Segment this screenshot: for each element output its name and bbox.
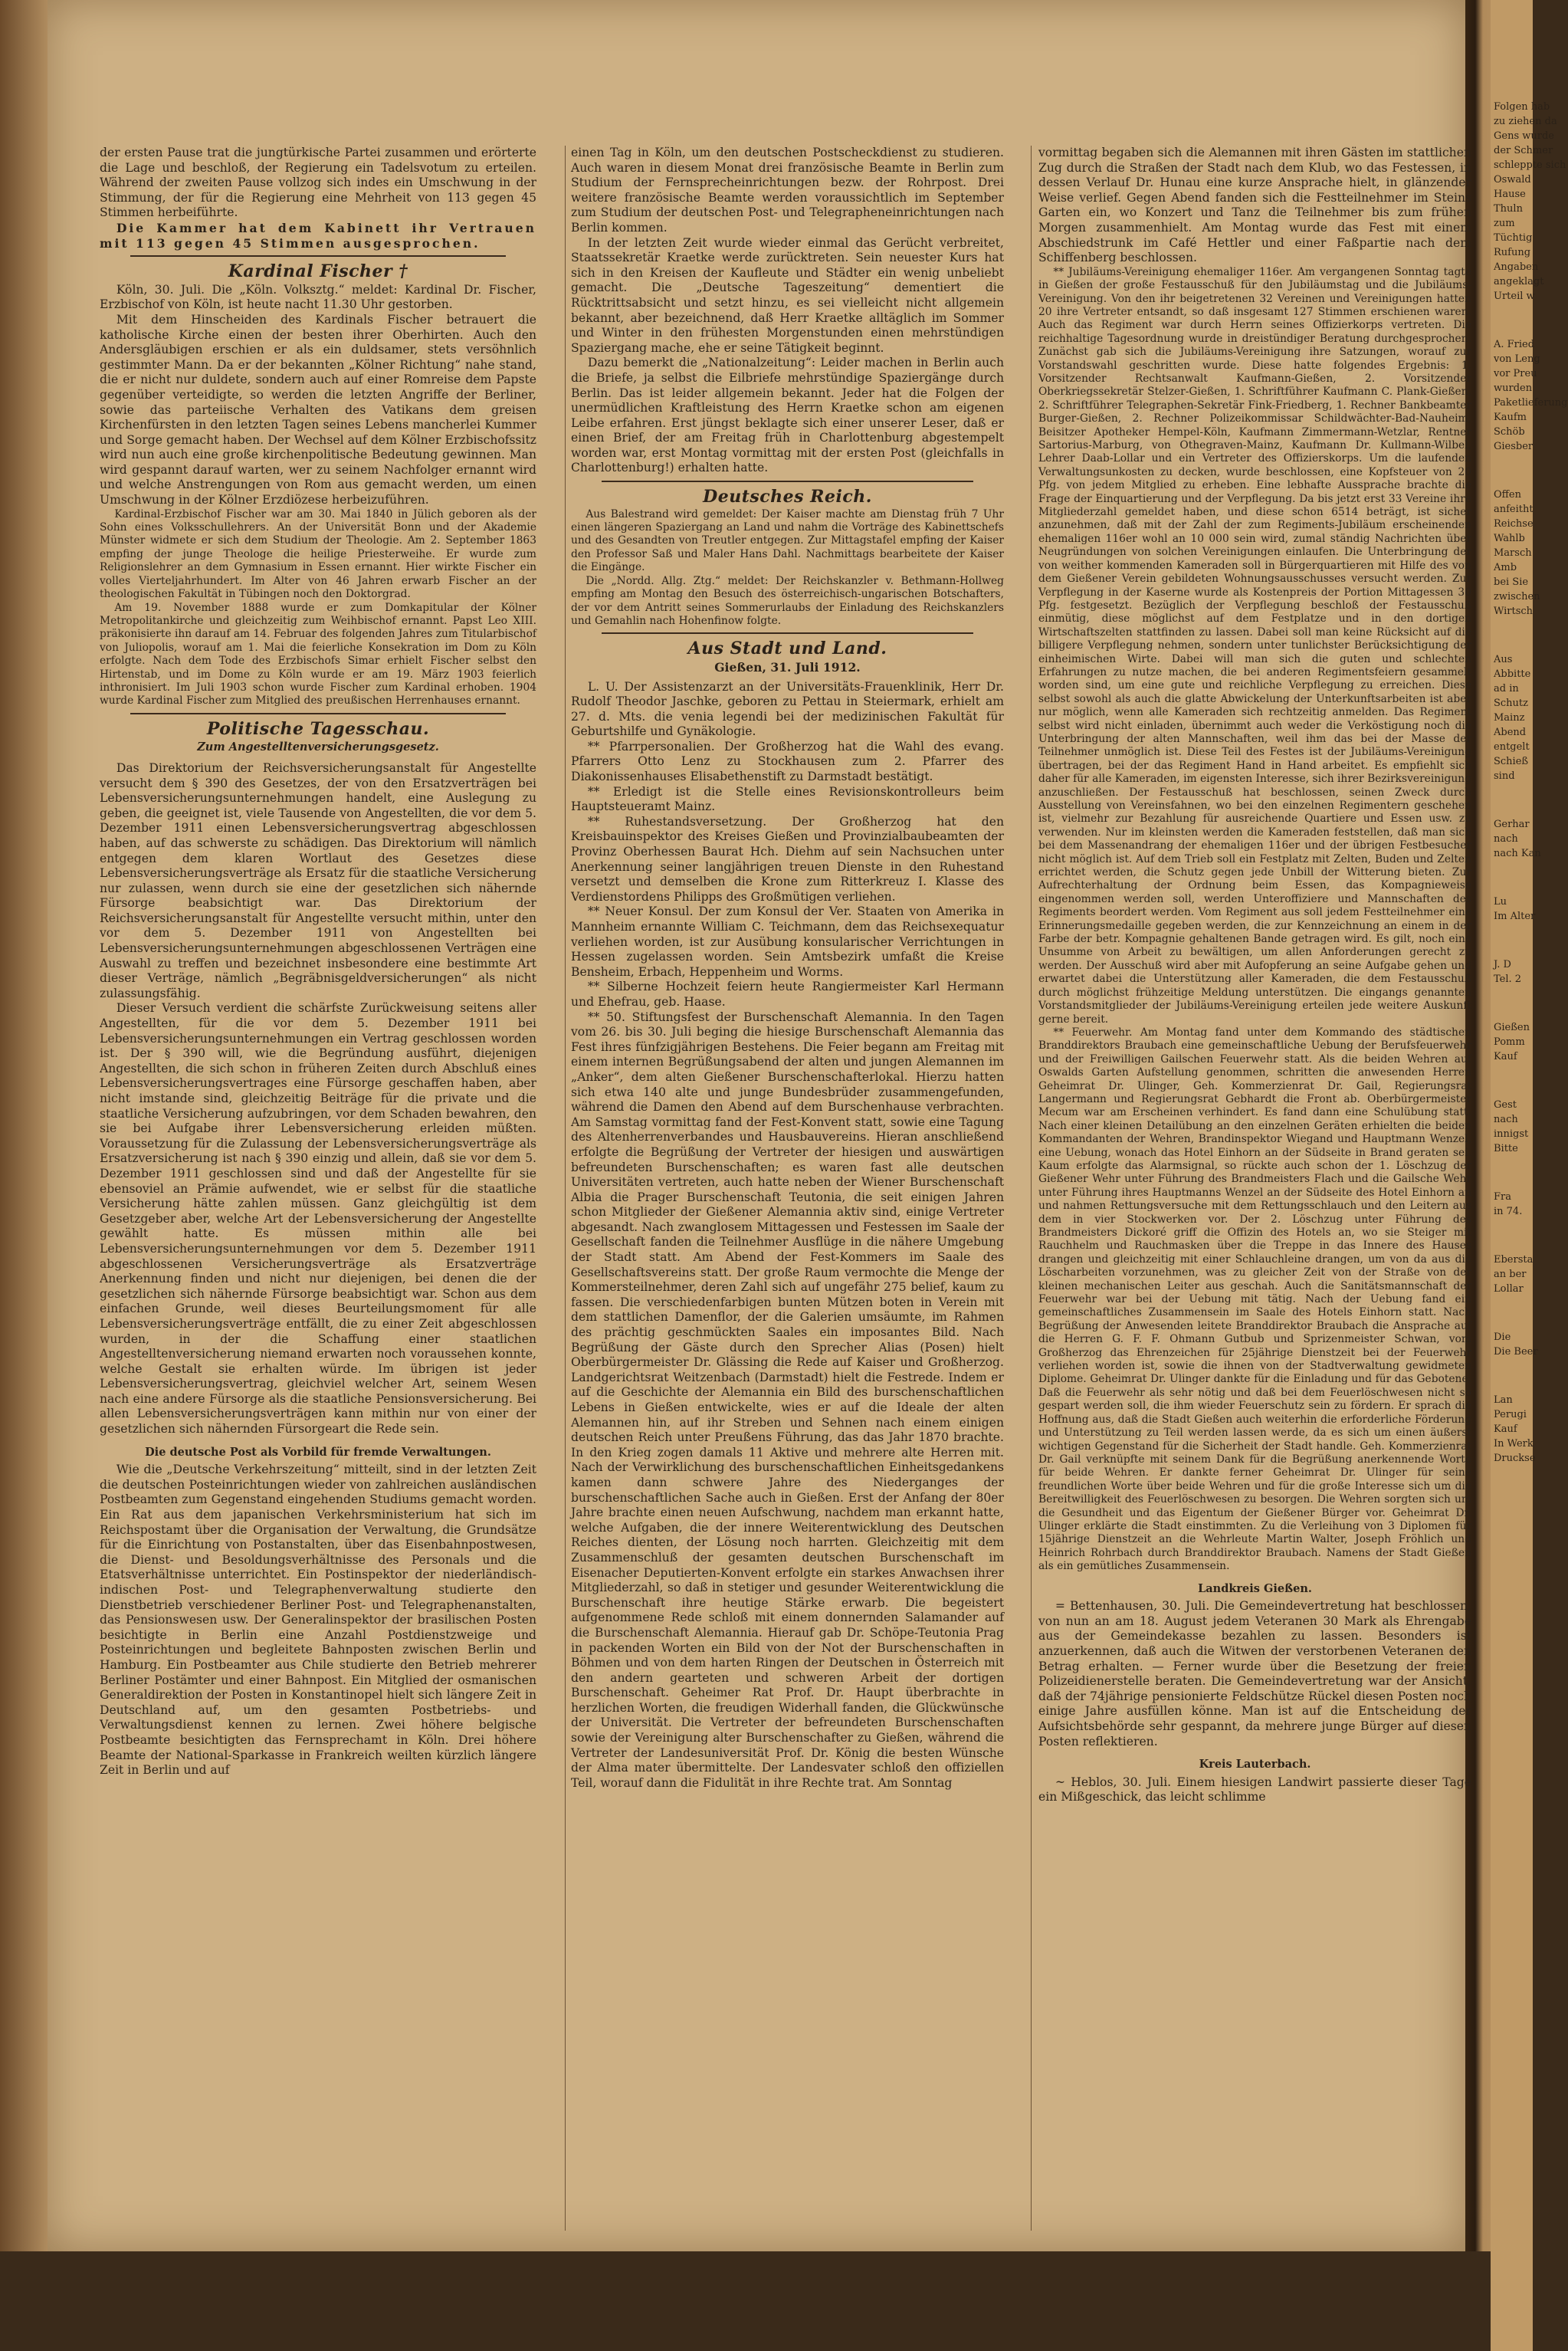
edge-text-fragment: Mainz [1494, 712, 1525, 724]
section-heading-landkreis: Landkreis Gießen. [1198, 1581, 1312, 1595]
edge-spacer [1491, 783, 1533, 817]
edge-spacer [1491, 987, 1533, 1020]
edge-spacer [1491, 1064, 1533, 1098]
section-heading-kreis: Kreis Lauterbach. [1199, 1758, 1311, 1771]
edge-text-fragment: Schöb [1494, 426, 1525, 438]
article-divider [130, 255, 506, 257]
edge-text-fragment: Wahlb [1494, 533, 1525, 544]
edge-spacer [1491, 619, 1533, 652]
column-3 [1038, 146, 1471, 2231]
edge-text-fragment: Tüchtig [1494, 232, 1533, 244]
edge-text-fragment: Gerhar [1494, 819, 1530, 830]
edge-text-fragment: angeklagt [1494, 276, 1544, 287]
article-divider [602, 632, 973, 634]
article-paragraph: Kardinal-Erzbischof Fischer war am 30. Mai 1840 in Jülich geboren als der Sohn eines Volksschullehrers. An der Universität Bonn und der Akademie Münster widmete er sich dem Studium der Theologie. Am 2. September 1863 empfing der junge Theologe die heilige Priesterweihe. Er wurde zum Religionslehrer an dem Gymnasium in Essen ernannt. Hier wirkte Fischer ein volles Vierteljahrhundert. Im Alter von 46 Jahren erwarb Fischer an der theologischen Fakultät in Tübingen noch den Doktorgrad. [100, 507, 536, 601]
article-paragraph: ** Pfarrpersonalien. Der Großherzog hat die Wahl des evang. Pfarrers Otto Lenz zu Stockhausen zum 2. Pfarrer des Diakonissenhauses Elisabethenstift zu Darmstadt bestätigt. [571, 739, 1004, 784]
article-paragraph: Dieser Versuch verdient die schärfste Zurückweisung seitens aller Angestellten, für die vor dem 5. Dezember 1911 bei Lebensversicherungsunternehmungen ein Vertrag geschlossen worden ist. Der § 390 will, wie die Begründung ausführt, diejenigen Angestellten, die sich schon in früheren Zeiten durch Abschluß eines Lebensversicherungsvertrages eine Fürsorge geschaffen haben, aber nicht imstande sind, gleichzeitig Beiträge für die private und die staatliche Versicherung aufzubringen, vor dem Schaden bewahren, den sie bei Aufgabe ihrer Lebensversicherung erleiden müßten. Voraussetzung für die Zulassung der Lebensversicherungsverträge als Ersatzversicherung ist nach § 390 einzig und allein, daß sie vor dem 5. Dezember 1911 geschlossen sind und daß der Angestellte für sie ebensoviel an Prämie aufwendet, wie er selbst für die staatliche Versicherung hätte zahlen müssen. Ganz gleichgültig ist dem Gesetzgeber aber, welche Art der Lebensversicherung der Angestellte gewählt hatte. Es müssen mithin alle bei Lebensversicherungsunternehmungen vor dem 5. Dezember 1911 abgeschlossenen Versicherungsverträge als Ersatzverträge Anerkennung finden und nicht nur diejenigen, bei denen die der gesetzlichen sich nähernde Fürsorge beabsichtigt war. Schon aus dem einfachen Grunde, weil dieses Beurteilungsmoment für alle Lebensversicherungsverträge entfällt, die zu einer Zeit abgeschlossen wurden, in der die Schaffung einer staatlichen Angestelltenversicherung niemand erwarten noch voraussehen konnte, welche Gestalt sie erhalten würde. Im übrigen ist jeder Lebensversicherungsvertrag, gleichviel welcher Art, seinem Wesen nach eine andere Fürsorge als die staatliche Pensionsversicherung. Bei allen Lebensversicherungsverträgen kann mithin nur von einer der gesetzlichen sich nähernden Fürsorgeart die Rede sein. [100, 1001, 536, 1437]
edge-text-fragment: wurden [1494, 383, 1533, 394]
article-paragraph: Die Kammer hat dem Kabinett ihr Vertrauen mit 113 gegen 45 Stimmen ausgesprochen. [100, 220, 536, 251]
edge-text-fragment: Kaufm [1494, 412, 1527, 423]
edge-text-fragment: bei Sie [1494, 576, 1529, 588]
edge-text-fragment: Schieß [1494, 756, 1529, 767]
article-divider [130, 713, 506, 714]
edge-text-fragment: Marsch [1494, 547, 1532, 559]
subheadline: Zum Angestelltenversicherungsgesetz. [197, 740, 439, 754]
adjacent-page-edge [1491, 0, 1568, 2351]
edge-text-fragment: Oswald [1494, 174, 1531, 186]
article-continuation: vormittag begaben sich die Alemannen mit ihren Gästen im stattlichen Zug durch die Straßen der Stadt nach dem Klub, wo das Festessen, in dessen Verlauf Dr. Hunau eine kurze Ansprache hielt, in glänzender Weise verlief. Gegen Abend fanden sich die Festteilnehmer im Steins Garten ein, wo Konzert und Tanz die Teilnehmer bis zum frühen Morgen zusammenhielt. Am Montag wurde das Fest mit einem Abschiedstrunk im Café Hettler und einer Faßpartie nach dem Schiffenberg beschlossen. [1038, 146, 1471, 265]
edge-text-fragment: Thuln [1494, 203, 1523, 215]
edge-text-fragment: nach [1494, 1114, 1518, 1125]
edge-text-fragment: Tel. 2 [1494, 974, 1522, 985]
article-paragraph: ** Erledigt ist die Stelle eines Revisionskontrolleurs beim Hauptsteueramt Mainz. [571, 784, 1004, 814]
edge-spacer [1491, 304, 1533, 337]
edge-text-fragment: Pomm [1494, 1036, 1525, 1048]
edge-text-fragment: Wirtsch [1494, 606, 1534, 617]
edge-text-fragment: in 74. [1494, 1206, 1523, 1217]
edge-text-fragment: Lollar [1494, 1283, 1524, 1295]
edge-text-fragment: schleppte sich [1494, 159, 1566, 171]
edge-text-fragment: Reichse [1494, 518, 1534, 530]
edge-text-fragment: Gest [1494, 1099, 1517, 1111]
edge-text-fragment: Die Beer [1494, 1346, 1538, 1358]
edge-text-fragment: vor Preu [1494, 368, 1537, 379]
edge-text-fragment: zwischen [1494, 591, 1540, 603]
article-paragraph: Dazu bemerkt die „Nationalzeitung“: Leider machen in Berlin auch die Briefe, ja selbst die Eilbriefe mehrstündige Spaziergänge durch Berlin. Das ist leider allgemein bekannt. Jeder hat die Folgen der unermüdlichen Kraftleistung des Herrn Kraetke schon am eigenen Leibe erfahren. Erst jüngst beklagte sich einer unserer Leser, daß er einen Brief, der am Freitag früh in Charlottenburg abgestempelt worden war, erst Montag vormittag mit der ersten Post (gleichfalls in Charlottenburg!) erhalten hatte. [571, 356, 1004, 475]
edge-text-fragment: zu ziehen da [1494, 116, 1557, 127]
article-paragraph: ** Jubiläums-Vereinigung ehemaliger 116er. Am vergangenen Sonntag tagte in Gießen der große Festausschuß für den Jubiläumstag und die Jubiläums-Vereinigung. Von den ihr beigetretenen 32 Vereinen und Vereinigungen hatten 20 ihre Vertreter entsandt, so daß insgesamt 127 Stimmen erschienen waren. Auch das Regiment war durch Herrn seines Offizierkorps vertreten. Die reichhaltige Tagesordnung wurde in dreistündiger Beratung durchgesprochen. Zunächst gab sich die Jubiläums-Vereinigung ihre Satzungen, worauf zur Vorstandswahl geschritten wurde. Diese hatte folgendes Ergebnis: 1. Vorsitzender Rechtsanwalt Kaufmann-Gießen, 2. Vorsitzender Oberkriegssekretär Stelzer-Gießen, 1. Schriftführer Kaufmann C. Plank-Gießen, 2. Schriftführer Telegraphen-Sekretär Fink-Friedberg, 1. Rechner Bankbeamter Burger-Gießen, 2. Rechner Polizeikommissar Schildwächter-Bad-Nauheim, Beisitzer Apotheker Hempel-Köln, Kaufmann Zimmermann-Wetzlar, Rentner Sartorius-Marburg, von Othegraven-Mainz, Kaufmann Dr. Kullmann-Wilbel, Lehrer Daab-Lollar und ein Vertreter des Offizierskorps. Um die laufenden Verwaltungsunkosten zu decken, wurde beschlossen, eine Kopfsteuer von 20 Pfg. von jedem Mitglied zu erheben. Eine lebhafte Aussprache brachte die Frage der Einquartierung und der Verpflegung. Da bis jetzt erst 33 Vereine ihre Mitgliederzahl gemeldet haben, und diese schon 6514 beträgt, ist sicher anzunehmen, daß mit der Zahl der zum Regiments-Jubiläum erscheinenden ehemaligen 116er wohl an 10 000 sein wird, zumal ständig Nachrichten über Neugründungen von solchen Vereinigungen einlaufen. Die Unterbringung der von weither kommenden Kameraden soll in Bürgerquartieren mit Hilfe des von dem Gießener Verein gebildeten Wohnungsausschusses versucht werden. Zur Verpflegung in der Kaserne wurde als Kostenpreis der Portion Mittagessen 30 Pfg. festgesetzt. Bezüglich der Verpflegung beschloß der Festausschuß einmütig, diese möglichst auf dem Festplatze und in den dortigen Wirtschaftszelten stattfinden zu lassen. Dabei soll man keine Rücksicht auf die billigere Verpflegung nehmen, sondern unter tunlichster Berücksichtigung der einheimischen Wirte. Dabei will man sich die guten und schlechten Erfahrungen zu nutze machen, die bei anderen Regimentsfeiern gesammelt worden sind, um eine gute und reichliche Verpflegung zu erreichen. Diese selbst sowohl als auch die glatte Abwickelung der Unterkunftsarbeiten ist aber nur möglich, wenn alle Kameraden sich rechtzeitig anmelden. Das Regiment selbst wird nicht einladen, übernimmt auch weder die Verköstigung noch die Unterbringung der alten Mannschaften, weil ihm das bei der Masse der Teilnehmer unmöglich ist. Diese Teil des Festes ist der Jubiläums-Vereinigung übertragen, bei der das Regiment Hand in Hand arbeitet. Es empfiehlt sich daher für alle Kameraden, im eigensten Interesse, sich ihrer Bezirksvereinigung anzuschließen. Der Festausschuß hat beschlossen, seinen Zweck durch Ausstellung von Vereinsfahnen, wo bei den einzelnen Regimentern geschehen ist, vielmehr zur Bezahlung für ausreichende Quartiere und Essen usw. zu verwenden. Nur im kleinsten werden die Kameraden feststellen, daß man sich bei dem Massenandrang der ehemaligen 116er und der übrigen Festbesucher nicht möglich ist. Auf dem Trieb soll ein Festplatz mit Zelten, Buden und Zelten errichtet werden, die Schutz gegen jede Unbill der Witterung bieten. Zur Aufrechterhaltung der Ordnung beim Essen, das Kompagnieweise eingenommen werden soll, werden Unteroffiziere und Mannschaften des Regiments beordert werden. Vom Regiment aus soll jedem Festteilnehmer eine Erinnerungsmedaille gegeben werden, die zur Kennzeichnung an einem in der Farbe der betr. Kompagnie gehaltenen Bande getragen wird. Es gilt, noch eine Unsumme von Arbeit zu bewältigen, um allen Anforderungen gerecht zu werden. Der Ausschuß wird aber mit Aufopferung an seine Aufgabe gehen und erwartet dabei die Unterstützung aller Kameraden, die dem Festausschuß durch möglichst frühzeitige Meldung unterstützen. Die eingangs genannten Vorstandsmitglieder der Jubiläums-Vereinigung erteilen jede weitere Auskunft gerne bereit. [1038, 265, 1471, 1026]
headline-deutsches-reich: Deutsches Reich. [703, 487, 872, 507]
article-paragraph: Köln, 30. Juli. Die „Köln. Volksztg.“ meldet: Kardinal Dr. Fischer, Erzbischof von Köln, ist heute nacht 11.30 Uhr gestorben. [100, 282, 536, 312]
article-continuation: einen Tag in Köln, um den deutschen Postscheckdienst zu studieren. Auch waren in diesem Monat drei französische Beamte in Berlin zum Studium der Fernsprecheinrichtungen bezw. der Rohrpost. Drei weitere französische Beamte werden voraussichtlich im September zum Studium der deutschen Post- und Telegrapheneinrichtungen nach Berlin kommen. [571, 146, 1004, 235]
edge-text-fragment: Bitte [1494, 1143, 1518, 1154]
article-paragraph: Mit dem Hinscheiden des Kardinals Fischer betrauert die katholische Kirche einen der besten ihrer Oberhirten. Auch den Andersgläubigen erschien er als ein duldsamer, stets versöhnlich gestimmter Mann. Da er der bekannten „Kölner Richtung“ nahe stand, die er nicht nur duldete, sondern auch auf einer Romreise dem Papste gegenüber verteidigte, so werden die letzten Angriffe der Berliner, sowie das parteiische Verhalten des Vatikans dem greisen Kirchenfürsten in den letzten Tagen seines Lebens mancherlei Kummer und Sorge gemacht haben. Der Wechsel auf dem Kölner Erzbischofssitz wird nun auch eine große kirchenpolitische Bedeutung gewinnen. Man wird gespannt darauf warten, wer zu seinem Nachfolger ernannt wird und welche Anstrengungen von Rom aus gemacht werden, um einen Umschwung in der Kölner Erzdiözese herbeizuführen. [100, 312, 536, 507]
edge-text-fragment: zum [1494, 218, 1515, 229]
article-paragraph: Am 19. November 1888 wurde er zum Domkapitular der Kölner Metropolitankirche und gleichzeitig zum Weihbischof ernannt. Papst Leo XIII. präkonisierte ihn darauf am 14. Februar des folgenden Jahres zum Titularbischof von Juliopolis, worauf am 1. Mai die feierliche Konsekration im Dom zu Köln erfolgte. Nach dem Tode des Erzbischofs Simar erhielt Fischer selbst den Hirtenstab, und im Dome zu Köln wurde er am 19. März 1903 feierlich inthronisiert. Im Juli 1903 schon wurde Fischer zum Kardinal erhoben. 1904 wurde Kardinal Fischer zum Mitglied des preußischen Herrenhauses ernannt. [100, 601, 536, 708]
edge-text-fragment: Abbitte [1494, 668, 1531, 680]
edge-text-fragment: ad in [1494, 683, 1519, 694]
headline-kardinal-fischer: Kardinal Fischer † [228, 261, 408, 282]
edge-text-fragment: Aus [1494, 654, 1513, 665]
edge-text-fragment: Lan [1494, 1394, 1513, 1406]
edge-text-fragment: Angaben [1494, 261, 1539, 273]
edge-text-fragment: Kauf [1494, 1423, 1517, 1435]
article-paragraph: ** Ruhestandsversetzung. Der Großherzog hat den Kreisbauinspektor des Kreises Gießen und Provinzialbaubeamten der Provinz Oberhessen Baurat Hch. Diehm auf sein Nachsuchen unter Anerkennung seiner langjährigen treuen Dienste in den Ruhestand versetzt und demselben die Krone zum Ritterkreuz I. Klasse des Verdienstordens Philipps des Großmütigen verliehen. [571, 814, 1004, 904]
article-paragraph: L. U. Der Assistenzarzt an der Universitäts-Frauenklinik, Herr Dr. Rudolf Theodor Jaschke, geboren zu Pettau in Steiermark, erhielt am 27. d. Mts. die venia legendi bei der medizinischen Fakultät für Geburtshilfe und Gynäkologie. [571, 679, 1004, 739]
edge-spacer [1491, 1219, 1533, 1253]
dateline: Gießen, 31. Juli 1912. [714, 659, 861, 675]
edge-text-fragment: Amb [1494, 562, 1517, 573]
edge-text-fragment: an ber [1494, 1269, 1527, 1280]
edge-spacer [1491, 454, 1533, 488]
column-1 [100, 146, 536, 2231]
edge-text-fragment: Kauf [1494, 1051, 1517, 1062]
article-divider [602, 481, 973, 482]
edge-spacer [1491, 1156, 1533, 1190]
edge-text-fragment: Gens wurde [1494, 130, 1554, 142]
headline-aus-stadt-und-land: Aus Stadt und Land. [687, 639, 887, 659]
edge-text-fragment: Gießen [1494, 1022, 1530, 1033]
column-divider [565, 146, 566, 2231]
edge-text-fragment: Paketlieferung [1494, 397, 1568, 409]
edge-text-fragment: Lu [1494, 896, 1507, 908]
edge-text-fragment: J. D [1494, 959, 1511, 970]
subheadline: Die deutsche Post als Vorbild für fremde Verwaltungen. [145, 1445, 491, 1459]
article-paragraph: ** 50. Stiftungsfest der Burschenschaft Alemannia. In den Tagen vom 26. bis 30. Juli beging die hiesige Burschenschaft Alemannia das Fest ihres fünfzigjährigen Bestehens. Die Feier begann am Freitag mit einem internen Begrüßungsabend der alten und jungen Alemannen im „Anker“, dem alten Gießener Burschenschafterlokal. Hierzu hatten sich etwa 140 alte und junge Bundesbrüder zusammengefunden, während die Damen den Abend auf dem Burschenhause verbrachten. Am Samstag vormittag fand der Fest-Konvent statt, sowie eine Tagung des Altenherrenverbandes und Hausbauvereins. Hieran anschließend erfolgte die Begrüßung der Vertreter der hiesigen und auswärtigen befreundeten Burschenschaften; es waren fast alle deutschen Universitäten vertreten, auch hatte neben der Wiener Burschenschaft Albia die Prager Burschenschaft Teutonia, die seit einigen Jahren schon Mitglieder der Gießener Alemannia aktiv sind, einige Vertreter abgesandt. Nach zwanglosem Mittagessen und Festessen im Saale der Gesellschaft fanden die Teilnehmer Ausflüge in die nähere Umgebung der Stadt statt. Am Abend der Fest-Kommers im Saale des Gesellschaftsvereins statt. Der große Raum vermochte die Menge der Kommersteilnehmer, deren Zahl sich auf ungefähr 275 belief, kaum zu fassen. Die verschiedenfarbigen bunten Mützen boten in Verein mit dem stattlichen Damenflor, der die Galerien umsäumte, im Rahmen des prächtig geschmückten Saales ein imposantes Bild. Nach Begrüßung der Gäste durch den Sprecher Alias (Posen) hielt Oberbürgermeister Dr. Glässing die Rede auf Kaiser und Großherzog. Landgerichtsrat Weitzenbach (Darmstadt) hielt die Festrede. Indem er auf die Geschichte der Alemannia ein Bild des burschenschaftlichen Lebens in Gießen entwickelte, wies er auf die Ideale der alten Alemannen hin, auf ihr Streben und Sehnen nach einem einigen deutschen Reich unter Preußens Führung, das das Jahr 1870 brachte. In den Krieg zogen damals 11 Aktive und mehrere alte Herren mit. Nach der Verwirklichung des burschenschaftlichen Einheitsgedankens kamen dann schwere Jahre des Niederganges der burschenschaftlichen Sache auch in Gießen. Erst der Anfang der 80er Jahre brachte einen neuen Aufschwung, nachdem man erkannt hatte, welche Aufgaben, die der innere Weiterentwicklung des Deutschen Reiches dienten, der Lösung noch harrten. Gleichzeitig mit dem Zusammenschluß der gesamten deutschen Burschenschaft im Eisenacher Deputierten-Konvent erfolgte ein starkes Anwachsen ihrer Mitgliederzahl, so daß in stetiger und gesunder Weiterentwicklung die Burschenschaft ihre heutige Stärke erwarb. Die begeistert aufgenommene Rede schloß mit einem donnernden Salamander auf die Burschenschaft Alemannia. Hierauf gab Dr. Schöpe-Teutonia Prag in packenden Worten ein Bild von der Not der Burschenschaften in Böhmen und von dem harten Ringen der Deutschen in Österreich mit den andern gearteten und schweren Arbeit der dortigen Burschenschaft. Geheimer Rat Prof. Dr. Haupt überbrachte in herzlichen Worten, die freudigen Widerhall fanden, die Glückwünsche der Universität. Die Vertreter der befreundeten Burschenschaften sowie der Vereinigung alter Burschenschafter zu Gießen, während die Vertreter der Landesuniversität Prof. Dr. König die besten Wünsche der Alma mater übermittelte. Der Landesvater schloß den offiziellen Teil, worauf dann die Fidulität in ihre Rechte trat. Am Sonntag [571, 1010, 1004, 1790]
edge-text-fragment: Ebersta [1494, 1254, 1534, 1266]
edge-text-fragment: Im Alter [1494, 911, 1536, 922]
article-paragraph: Das Direktorium der Reichsversicherungsanstalt für Angestellte versucht dem § 390 des Gesetzes, der von den Ersatzverträgen bei Lebensversicherungsunternehmungen handelt, eine Auslegung zu geben, die geeignet ist, viele Tausende von Angestellten, die vor dem 5. Dezember 1911 einen Lebensversicherungsvertrag abgeschlossen haben, auf das schwerste zu schädigen. Das Direktorium will nämlich entgegen dem klaren Wortlaut des Gesetzes diese Lebensversicherungsverträge als Ersatz für die staatliche Versicherung nur zulassen, wenn durch sie eine der gesetzlichen sich nähernde Fürsorge beabsichtigt war. Das Direktorium der Reichsversicherungsanstalt für Angestellte versucht mithin, unter den vor dem 5. Dezember 1911 von Angestellten bei Lebensversicherungsunternehmungen abgeschlossenen Verträgen eine Auswahl zu treffen und bezeichnet insbesondere eine bestimmte Art dieser Verträge, nämlich „Begräbnisgeldversicherungen“ als nicht zulassungsfähig. [100, 760, 536, 1000]
edge-spacer [1491, 1359, 1533, 1393]
column-2 [571, 146, 1004, 2231]
article-paragraph: ** Feuerwehr. Am Montag fand unter dem Kommando des städtischen Branddirektors Braubach eine gemeinschaftliche Uebung der Berufsfeuerwehr und der Freiwilligen Gailschen Feuerwehr statt. Als die beiden Wehren auf Oswalds Garten Aufstellung genommen, schritten die anwesenden Herren Geheimrat Dr. Ulinger, Geh. Kommerzienrat Dr. Gail, Regierungsrat Langermann und Regierungsrat Gebhardt die Front ab. Oberbürgermeister Mecum war am Erscheinen verhindert. Es fand dann eine Schulübung statt. Nach einer kleinen Detailübung an den einzelnen Geräten erhielten die beiden Kommandanten der Wehren, Brandinspektor Wiegand und Hauptmann Wenzel, eine Uebung, wonach das Hotel Einhorn an der Südseite in Brand geraten sei. Kaum erfolgte das Alarmsignal, so rückte auch schon der 1. Löschzug der Gießener Wehr unter Führung des Brandmeisters Flach und die Gailsche Wehr unter Führung ihres Hauptmanns Wenzel an der Südseite des Hotel Einhorn an und nahmen Rettungsversuche mit dem Rettungsschlauch und den Leitern aus dem in vier Stockwerken vor. Der 2. Löschzug unter Führung des Brandmeisters Dickoré griff die Offizin des Hotels an, wo sie Steiger mit Rauchhelm und Rauchmasken über die Treppe in das Innere des Hauses drangen und gleichzeitig mit einer Schlauchleine drangen, um von da aus die Löscharbeiten vorzunehmen, was zu gleicher Zeit von der Straße von der kleinen mechanischen Leiter aus geschah. Auch die Sanitätsmannschaft der Feuerwehr war bei der Uebung mit tätig. Nach der Uebung fand ein gemeinschaftliches Zusammensein im Saale des Hotels Einhorn statt. Nach Begrüßung der Anwesenden leitete Branddirektor Braubach die Ansprache auf die Herren G. F. F. Ohmann Gutbub und Sprizenmeister Schwan, vom Großherzog das Ehrenzeichen für 25jährige Dienstzeit bei der Feuerwehr verliehen worden ist, sowie die ihnen von der Stadtverwaltung gewidmeten Diplome. Geheimrat Dr. Ulinger dankte für die Einladung und für das Gebotene. Daß die Feuerwehr als sehr nötig und daß bei dem Feuerlöschwesen nicht so gespart werden soll, die ihm wieder Feuerschutz sein zu fördern. Er sprach die Hoffnung aus, daß die Stadt Gießen auch weiterhin die erforderliche Förderung und Unterstützung zu Teil werden lassen werde, da es sich um einen äußerst wichtigen Gegenstand für die Sicherheit der Stadt handle. Geh. Kommerzienrat Dr. Gail verknüpfte mit seinem Dank für die Begrüßung anerkennende Worte für beide Wehren. Er dankte ferner Geheimrat Dr. Ulinger für seine freundlichen Worte über beide Wehren und für die große Interesse sich um die Bereitwilligkeit des Feuerlöschwesen zu besorgen. Die Wehren sorgten sich um die Gesundheit und das Eigentum der Gießener Bürger vor. Geheimrat Dr. Ulinger erklärte die Stadt einstimmten. Zu die Verleihung von 3 Diplomen für 15jährige Dienstzeit an die Wehrleute Martin Walter, Joseph Fröhlich und Heinrich Rohrbach durch Branddirektor Braubach. Namens der Stadt Gießen als ein gemütliches Zusammensein. [1038, 1026, 1471, 1573]
edge-spacer [1491, 861, 1533, 895]
article-paragraph: ~ Heblos, 30. Juli. Einem hiesigen Landwirt passierte dieser Tage ein Mißgeschick, das leicht schlimme [1038, 1775, 1471, 1804]
edge-text-fragment: Folgen hab [1494, 101, 1550, 113]
article-paragraph: Wie die „Deutsche Verkehrszeitung“ mitteilt, sind in der letzten Zeit die deutschen Posteinrichtungen wieder von zahlreichen ausländischen Postbeamten zum Gegenstand eingehenden Studiums gemacht worden. Ein Rat aus dem japanischen Verkehrsministerium hat sich im Reichspostamt über die Organisation der Verwaltung, die Grundsätze für die Einrichtung von Postanstalten, über das Eisenbahnpostwesen, die Dienst- und Besoldungsverhältnisse des Personals und die Etatsverhältnisse unterrichtet. Ein Postinspektor der niederländisch-indischen Post- und Telegraphenverwaltung studierte den Dienstbetrieb verschiedener Berliner Post- und Telegraphenanstalten, das Pensionswesen usw. Der Generalinspektor der brasilischen Posten besichtigte in Berlin eine Anzahl Postdienstzweige und Posteinrichtungen und begleitete Bahnposten zwischen Berlin und Hamburg. Ein Postbeamter aus Chile studierte den Betrieb mehrerer Berliner Postämter und einer Bahnpost. Ein Mitglied der osmanischen Generaldirektion der Posten in Konstantinopel hielt sich längere Zeit in Deutschland auf, um den gesamten Postbetriebs- und Verwaltungsdienst kennen zu lernen. Zwei höhere belgische Postbeamte besichtigten das Fernsprechamt in Köln. Drei höhere Beamte der National-Sparkasse in Frankreich weilten kürzlich längere Zeit in Berlin und auf [100, 1463, 536, 1778]
edge-text-fragment: In Werk [1494, 1438, 1534, 1450]
article-continuation: der ersten Pause trat die jungtürkische Partei zusammen und erörterte die Lage und beschloß, der Regierung ein Tadelsvotum zu erteilen. Während der zweiten Pause vollzog sich indes ein Umschwung in der Stimmung, der für die Regierung eine Mehrheit von 113 gegen 45 Stimmen herbeiführte. [100, 146, 536, 220]
edge-text-fragment: anfeitht [1494, 504, 1534, 515]
article-paragraph: Aus Balestrand wird gemeldet: Der Kaiser machte am Dienstag früh 7 Uhr einen längeren Spaziergang an Land und nahm die Vorträge des Kabinettschefs und des Gesandten von Treutler entgegen. Zur Mittagstafel empfing der Kaiser den Professor Saß und Maler Hans Dahl. Nachmittags bearbeitete der Kaiser die Eingänge. [571, 507, 1004, 574]
edge-text-fragment: A. Fried [1494, 339, 1535, 350]
edge-text-fragment: Rufung [1494, 247, 1531, 258]
edge-text-fragment: Abend [1494, 727, 1527, 738]
edge-text-fragment: Offen [1494, 489, 1521, 501]
edge-text-fragment: nach Kan [1494, 848, 1541, 859]
edge-text-fragment: innigst [1494, 1128, 1529, 1140]
edge-text-fragment: Die [1494, 1331, 1511, 1343]
edge-text-fragment: Perugi [1494, 1409, 1527, 1420]
article-paragraph: Die „Nordd. Allg. Ztg.“ meldet: Der Reichskanzler v. Bethmann-Hollweg empfing am Montag den Besuch des österreichisch-ungarischen Botschafters, der vor dem Antritt seines Sommerurlaubs der Einladung des Reichskanzlers und Gemahlin nach Hohenfinow folgte. [571, 574, 1004, 627]
edge-text-fragment: sind [1494, 770, 1515, 782]
article-paragraph: = Bettenhausen, 30. Juli. Die Gemeindevertretung hat beschlossen, von nun an am 18. August jedem Veteranen 30 Mark als Ehrengabe aus der Gemeindekasse bezahlen zu lassen. Besonders ist anzuerkennen, daß auch die Witwen der verstorbenen Veteranen den Betrag erhalten. — Ferner wurde über die Besetzung der freien Polizeidienerstelle beraten. Die Gemeindevertretung war der Ansicht, daß der 74jährige pensionierte Feldschütze Rückel diesen Posten noch einige Jahre ausfüllen könne. Man ist auf die Entscheidung der Aufsichtsbehörde sehr gespannt, da mehrere junge Bürger auf diesen Posten reflektieren. [1038, 1599, 1471, 1748]
edge-text-fragment: entgelt [1494, 741, 1530, 753]
edge-text-fragment: nach [1494, 833, 1518, 845]
edge-text-fragment: Hause [1494, 189, 1526, 200]
edge-text-fragment: Druckse [1494, 1453, 1536, 1464]
edge-spacer [1491, 924, 1533, 957]
edge-text-fragment: Fra [1494, 1191, 1511, 1203]
edge-text-fragment: Giesber [1494, 441, 1534, 452]
edge-text-fragment: Urteil w [1494, 291, 1535, 302]
edge-text-fragment: von Leng [1494, 353, 1540, 365]
edge-spacer [1491, 1296, 1533, 1330]
edge-text-fragment: der Schmer [1494, 145, 1553, 156]
column-divider [1031, 146, 1032, 2231]
edge-text-fragment: Schutz [1494, 698, 1529, 709]
headline-politische-tagesschau: Politische Tagesschau. [206, 718, 430, 739]
article-paragraph: ** Silberne Hochzeit feiern heute Rangiermeister Karl Hermann und Ehefrau, geb. Haase. [571, 980, 1004, 1009]
article-paragraph: ** Neuer Konsul. Der zum Konsul der Ver. Staaten von Amerika in Mannheim ernannte William C. Teichmann, dem das Reichsexequatur verliehen worden, ist zur Ausübung konsularischer Verrichtungen in Hessen zugelassen worden. Sein Amtsbezirk umfaßt die Kreise Bensheim, Erbach, Heppenheim und Worms. [571, 905, 1004, 979]
article-paragraph: In der letzten Zeit wurde wieder einmal das Gerücht verbreitet, Staatssekretär Kraetke werde zurücktreten. Sein neuester Kurs hat sich in den Kreisen der Kaufleute und Städter ein wenig unbeliebt gemacht. Die „Deutsche Tageszeitung“ dementiert die Rücktrittsabsicht und setzt hinzu, es sei vielleicht nicht allgemein bekannt, aber bezeichnend, daß Herr Kraetke alltäglich im Sommer und Winter in den frühesten Morgenstunden einen mehrstündigen Spaziergang mache, ehe er seine Tätigkeit beginnt. [571, 235, 1004, 355]
